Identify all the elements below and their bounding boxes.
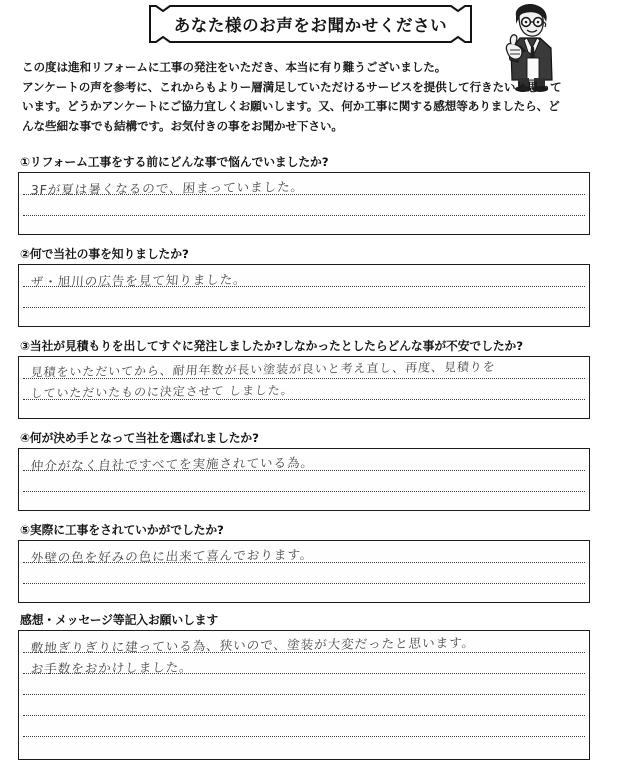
question-label-5: ⑤実際に工事をされていかがでしたか?: [20, 523, 224, 537]
rule-line: [23, 715, 585, 716]
question-block-4: [0, 428, 623, 511]
answer-field-3[interactable]: [18, 356, 590, 419]
spacer: [0, 511, 623, 520]
spacer: [0, 327, 623, 336]
answer-field-1[interactable]: [18, 172, 590, 235]
rule-line: [23, 307, 585, 308]
title-banner: [148, 5, 473, 43]
intro-line-2: アンケートの声を参考に、これからもよりー層満足していただけるサービスを提供して行きたいと思って: [22, 79, 562, 94]
survey-questions: [0, 152, 623, 760]
survey-header: [0, 0, 623, 52]
rule-line: [23, 736, 585, 737]
spacer: [0, 419, 623, 428]
comments-label: 感想・メッセージ等記入お願いします: [20, 613, 219, 627]
spacer: [0, 235, 623, 244]
handwritten-answer-4: 仲介がなく自社ですべてを実施されている為。: [30, 454, 315, 474]
question-label-3: ③当社が見積もりを出してすぐに発注しましたか?しなかったとしたらどんな事が不安でしたか?: [20, 339, 523, 353]
question-label-1: ①リフォーム工事をする前にどんな事で悩んでいましたか?: [20, 155, 329, 169]
handwritten-answer-2: ザ・旭川の広告を見て知りました。: [30, 271, 248, 290]
question-block-5: [0, 520, 623, 603]
spacer: [0, 603, 623, 610]
comments-block: [0, 610, 623, 760]
handwritten-answer-1: 3Fが夏は暑くなるので、困まっていました。: [30, 179, 305, 198]
rule-line: [23, 491, 585, 492]
question-block-2: [0, 244, 623, 327]
intro-paragraph: [22, 58, 587, 136]
handwritten-comment-line-1: 敷地ぎりぎりに建っている為、狭いので、塗装が大変だったと思います。: [30, 634, 476, 656]
handwritten-answer-3-line-1: 見積をいただいてから、耐用年数が長い塗装が良いと考え直し、再度、見積りを: [30, 359, 497, 380]
handwritten-answer-3-line-2: していただいたものに決定させて しました。: [30, 383, 295, 401]
answer-field-2[interactable]: [18, 264, 590, 327]
handwritten-answer-5: 外壁の色を好みの色に出来て喜んでおります。: [30, 546, 314, 566]
question-label-2: ②何で当社の事を知りましたか?: [20, 247, 189, 261]
answer-field-4[interactable]: [18, 448, 590, 511]
page-title: あなた様のお声をお聞かせください: [173, 16, 448, 35]
question-block-1: [0, 152, 623, 235]
question-block-3: [0, 336, 623, 419]
question-label-4: ④何が決め手となって当社を選ばれましたか?: [20, 431, 259, 445]
comments-field[interactable]: [18, 630, 590, 760]
rule-line: [23, 583, 585, 584]
handwritten-comment-line-2: お手数をおかけしました。: [30, 659, 194, 677]
rule-line: [23, 694, 585, 695]
answer-field-5[interactable]: [18, 540, 590, 603]
intro-line-1: この度は進和リフォームに工事の発注をいただき、本当に有り難うございました。: [22, 60, 447, 74]
rule-line: [23, 215, 585, 216]
intro-line-4: んな些細な事でも結構です。お気付きの事をお聞かせ下さい。: [22, 118, 343, 133]
intro-line-3: います。どうかアンケートにご協力宜しくお願いします。又、何か工事に関する感想等ありましたら、ど: [22, 99, 560, 113]
